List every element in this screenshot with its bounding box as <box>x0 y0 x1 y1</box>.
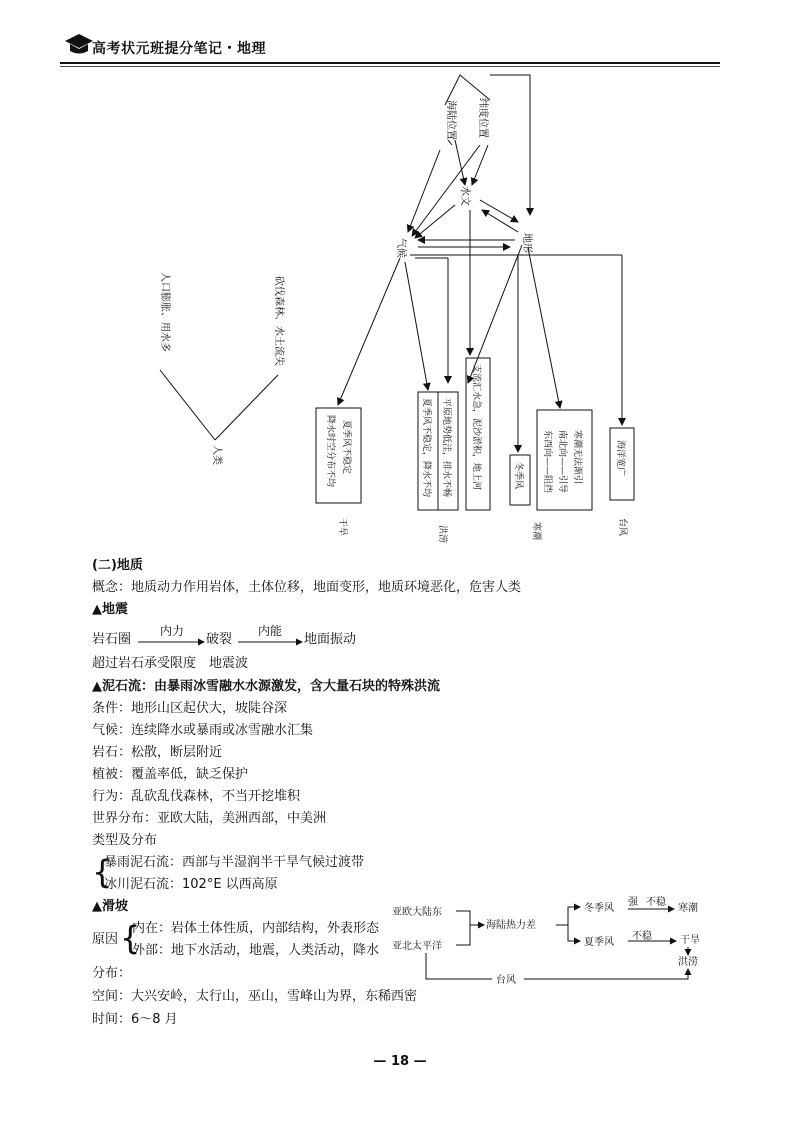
cold-wave-box-line-1: 冬季风 <box>513 462 523 490</box>
md-unstable-2: 不稳 <box>632 931 652 942</box>
md-unstable-1: 不稳 <box>646 897 666 908</box>
md-drought: 干旱 <box>680 935 700 946</box>
drought-box-line-1: 降水时空分布不均 <box>325 415 335 488</box>
landslide-cause-inner: 内在：岩体土体性质，内部结构，外表形态 <box>132 921 380 936</box>
md-eurasia: 亚欧大陆东 <box>392 907 442 918</box>
landslide-cause-label: 原因 <box>92 932 119 947</box>
landslide-heading: ▲滑坡 <box>92 899 128 914</box>
chain-end: 地面振动 <box>304 632 357 647</box>
md-cold-wave: 寒潮 <box>678 903 698 914</box>
section-title: (二)地质 <box>92 558 143 573</box>
typhoon-box-line-1: 海洋宽广 <box>615 440 625 477</box>
types-brace: { <box>92 853 113 891</box>
cold-wave-path-line-3: 寒潮无法渐引 <box>572 430 582 485</box>
md-winter-monsoon: 冬季风 <box>584 903 614 914</box>
earthquake-note: 超过岩石承受限度 地震波 <box>92 656 249 671</box>
label-latitude-position: 纬度位置 <box>477 98 488 138</box>
debris-condition-2: 气候：连续降水或暴雨或冰雪融水汇集 <box>92 723 314 738</box>
cold-wave-path-line-1: 东西向——阻挡 <box>542 430 552 494</box>
disaster-drought: 干旱 <box>337 518 347 537</box>
md-pacific: 亚北太平洋 <box>392 941 442 952</box>
label-terrain: 地形 <box>521 233 532 253</box>
debris-condition-3: 岩石：松散，断层附近 <box>92 745 223 760</box>
landslide-time: 时间：6～8 月 <box>92 1012 178 1027</box>
header-title: 高考状元班提分笔记・地理 <box>92 41 266 57</box>
chain-start: 岩石圈 <box>92 632 132 647</box>
page-number: — 18 — <box>373 1054 427 1069</box>
chain-arrow2-label: 内能 <box>258 624 283 638</box>
label-climate: 气候 <box>395 238 406 258</box>
disaster-flood: 洪涝 <box>437 525 447 544</box>
landslide-cause-outer: 外部：地下水活动，地震，人类活动，降水 <box>132 943 380 958</box>
debris-condition-1: 条件：地形山区起伏大，坡陡谷深 <box>92 701 288 716</box>
disaster-cold-wave: 寒潮 <box>531 522 541 541</box>
md-typhoon: 台风 <box>496 975 516 986</box>
drought-box-line-2: 夏季风不稳定 <box>341 420 351 475</box>
label-sea-land-position: 海陆位置 <box>445 100 456 140</box>
flood-box-a-line-1: 夏季风不稳定，降水不均 <box>421 398 431 498</box>
label-humans: 人类 <box>211 445 222 465</box>
earthquake-heading: ▲地震 <box>92 602 128 617</box>
disaster-typhoon: 台风 <box>617 518 627 537</box>
geology-concept: 概念：地质动力作用岩体，土体位移，地面变形，地质环境恶化，危害人类 <box>92 580 522 595</box>
flood-box-b-line-1: 支流汇水急，泥沙淤积，地上河 <box>471 364 481 491</box>
md-thermal-diff: 海陆热力差 <box>486 920 536 931</box>
landslide-space: 空间：大兴安岭，太行山，巫山，雪峰山为界，东稀西密 <box>92 989 418 1004</box>
chain-arrow1-label: 内力 <box>160 624 185 638</box>
cold-wave-path-line-2: 南北向——引导 <box>557 430 567 494</box>
debris-condition-5: 行为：乱砍乱伐森林，不当开挖堆积 <box>92 789 301 804</box>
debris-type-1: 暴雨泥石流：西部与半湿润半干旱气候过渡带 <box>104 855 365 870</box>
label-population-water: 人口膨胀、用水多 <box>159 272 170 352</box>
md-summer-monsoon: 夏季风 <box>584 937 614 948</box>
chain-arrows <box>138 636 308 648</box>
debris-type-2: 冰川泥石流：102°E 以西高原 <box>104 877 278 892</box>
disaster-concept-map <box>0 0 800 560</box>
landslide-distribution-label: 分布： <box>92 966 132 981</box>
label-deforestation: 砍伐森林、水土流失 <box>273 276 284 366</box>
md-flood: 洪涝 <box>678 957 698 968</box>
monsoon-diagram <box>388 893 718 993</box>
md-strong: 强 <box>628 897 638 908</box>
debris-condition-7: 类型及分布 <box>92 833 158 848</box>
debris-condition-6: 世界分布：亚欧大陆，美洲西部，中美洲 <box>92 811 327 826</box>
label-hydrology: 水文 <box>459 186 470 206</box>
causes-brace: { <box>120 919 141 957</box>
debris-condition-4: 植被：覆盖率低，缺乏保护 <box>92 767 249 782</box>
debris-flow-heading: ▲泥石流：由暴雨冰雪融水水源激发，含大量石块的特殊洪流 <box>92 679 440 694</box>
flood-box-a-line-2: 平原地势低洼，排水不畅 <box>441 398 451 498</box>
chain-mid: 破裂 <box>206 632 233 647</box>
